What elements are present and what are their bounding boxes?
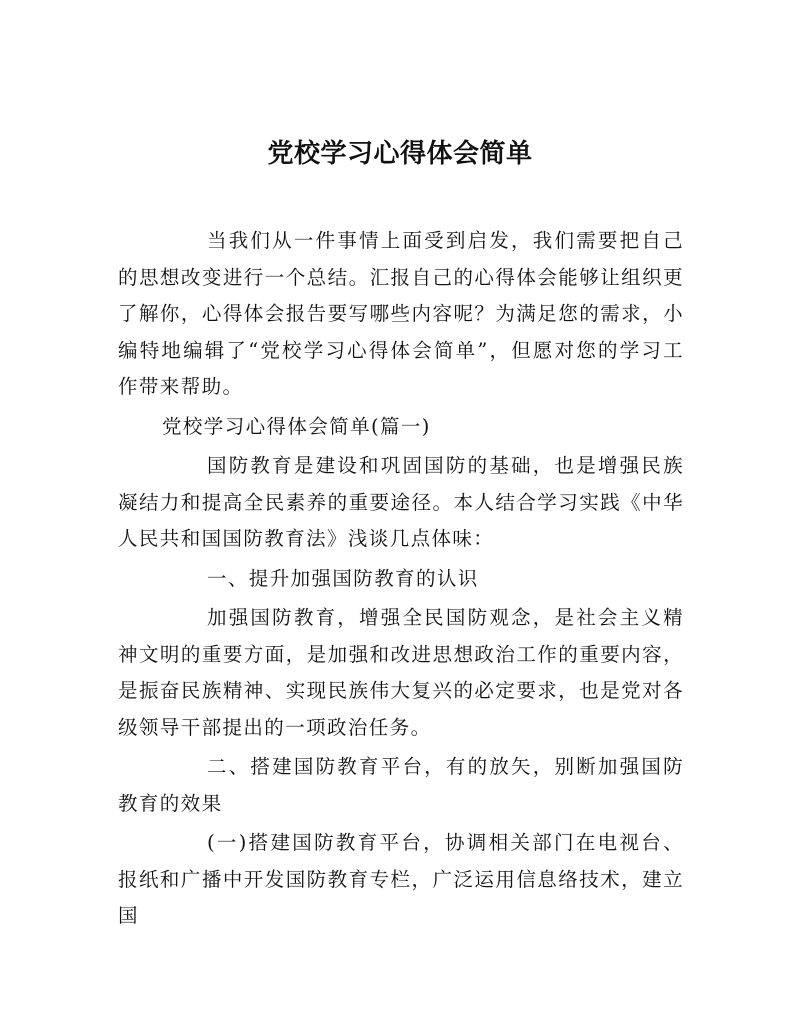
document-body — [118, 223, 684, 935]
section-heading-part-one: 党校学习心得体会简单(篇一) — [162, 414, 431, 438]
paragraph-strengthen-education: 加强国防教育，增强全民国防观念，是社会主义精神文明的重要方面，是加强和改进思想政治工作的重要内容，是振奋民族精神、实现民族伟大复兴的必定要求，也是党对各级领导干部提出的一项政治任务。 — [118, 606, 684, 739]
subheading-two: 二、搭建国防教育平台，有的放矢，别断加强国防教育的效果 — [118, 755, 684, 815]
paragraph-national-defense: 国防教育是建设和巩固国防的基础，也是增强民族凝结力和提高全民素养的重要途径。本人结合学习实践《中华人民共和国国防教育法》浅谈几点体味： — [118, 454, 684, 550]
document-title: 党校学习心得体会简单 — [267, 139, 533, 169]
subheading-one: 一、提升加强国防教育的认识 — [207, 566, 479, 590]
paragraph-platform: (一)搭建国防教育平台，协调相关部门在电视台、报纸和广播中开发国防教育专栏，广泛运用信息络技术，建立国 — [118, 831, 684, 927]
intro-paragraph: 当我们从一件事情上面受到启发，我们需要把自己的思想改变进行一个总结。汇报自己的心得体会能够让组织更了解你，心得体会报告要写哪些内容呢？为满足您的需求，小编特地编辑了“党校学习心得体会简单”，但愿对您的学习工作带来帮助。 — [118, 229, 684, 398]
